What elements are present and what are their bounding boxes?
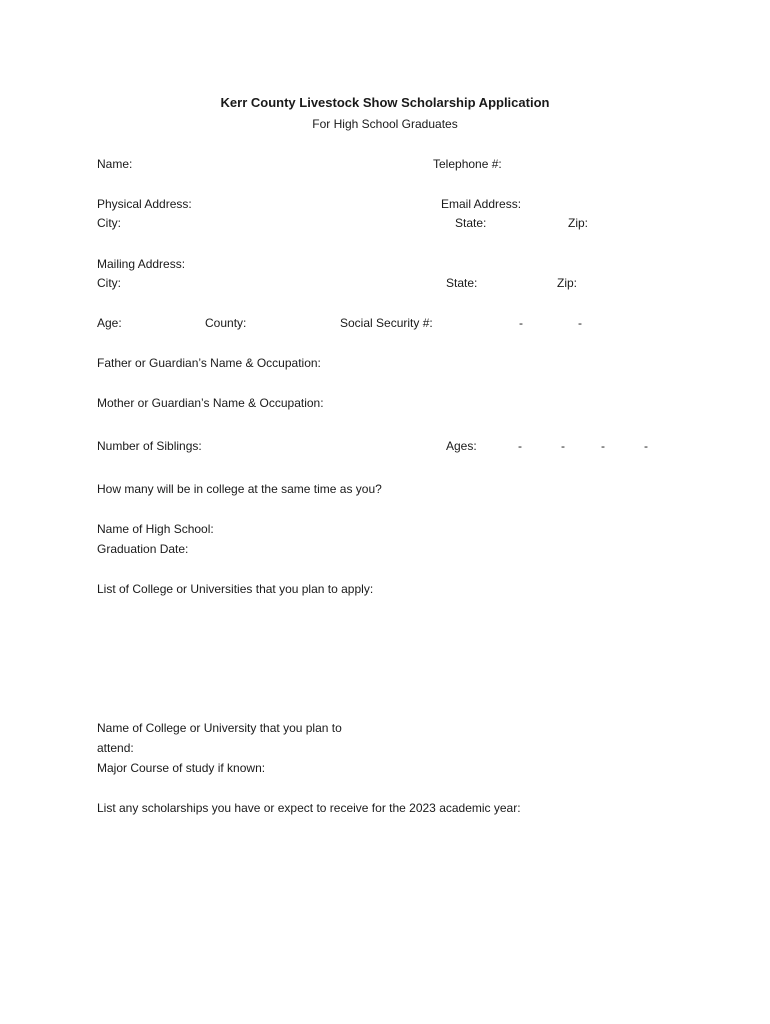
ssn-label: Social Security #: [340,316,433,330]
mailing-address-label: Mailing Address: [97,257,186,271]
siblings-label: Number of Siblings: [97,439,202,453]
college-same-time-label: How many will be in college at the same time as you? [97,482,382,496]
ssn-dash: - [519,316,523,330]
college-attend-label: Name of College or University that you plan to [97,721,342,735]
father-guardian-label: Father or Guardian’s Name & Occupation: [97,356,321,370]
mailing-state-label: State: [446,276,478,290]
ages-dash: - [644,439,648,453]
scholarships-label: List any scholarships you have or expect to receive for the 2023 academic year: [97,801,521,815]
mailing-zip-label: Zip: [557,276,578,290]
document-title: Kerr County Livestock Show Scholarship Application [220,95,550,110]
ages-dash: - [561,439,565,453]
email-address-label: Email Address: [441,197,522,211]
ages-dash: - [601,439,605,453]
physical-state-label: State: [455,216,487,230]
graduation-date-label: Graduation Date: [97,542,189,556]
document-subtitle: For High School Graduates [312,117,458,131]
colleges-apply-label: List of College or Universities that you plan to apply: [97,582,374,596]
physical-address-label: Physical Address: [97,197,192,211]
age-label: Age: [97,316,122,330]
major-label: Major Course of study if known: [97,761,266,775]
ages-dash: - [518,439,522,453]
high-school-label: Name of High School: [97,522,214,536]
physical-city-label: City: [97,216,121,230]
college-attend-label-cont: attend: [97,741,134,755]
physical-zip-label: Zip: [568,216,589,230]
telephone-label: Telephone #: [433,157,502,171]
mailing-city-label: City: [97,276,121,290]
ages-label: Ages: [446,439,477,453]
name-label: Name: [97,157,133,171]
ssn-dash: - [578,316,582,330]
county-label: County: [205,316,247,330]
mother-guardian-label: Mother or Guardian’s Name & Occupation: [97,396,324,410]
